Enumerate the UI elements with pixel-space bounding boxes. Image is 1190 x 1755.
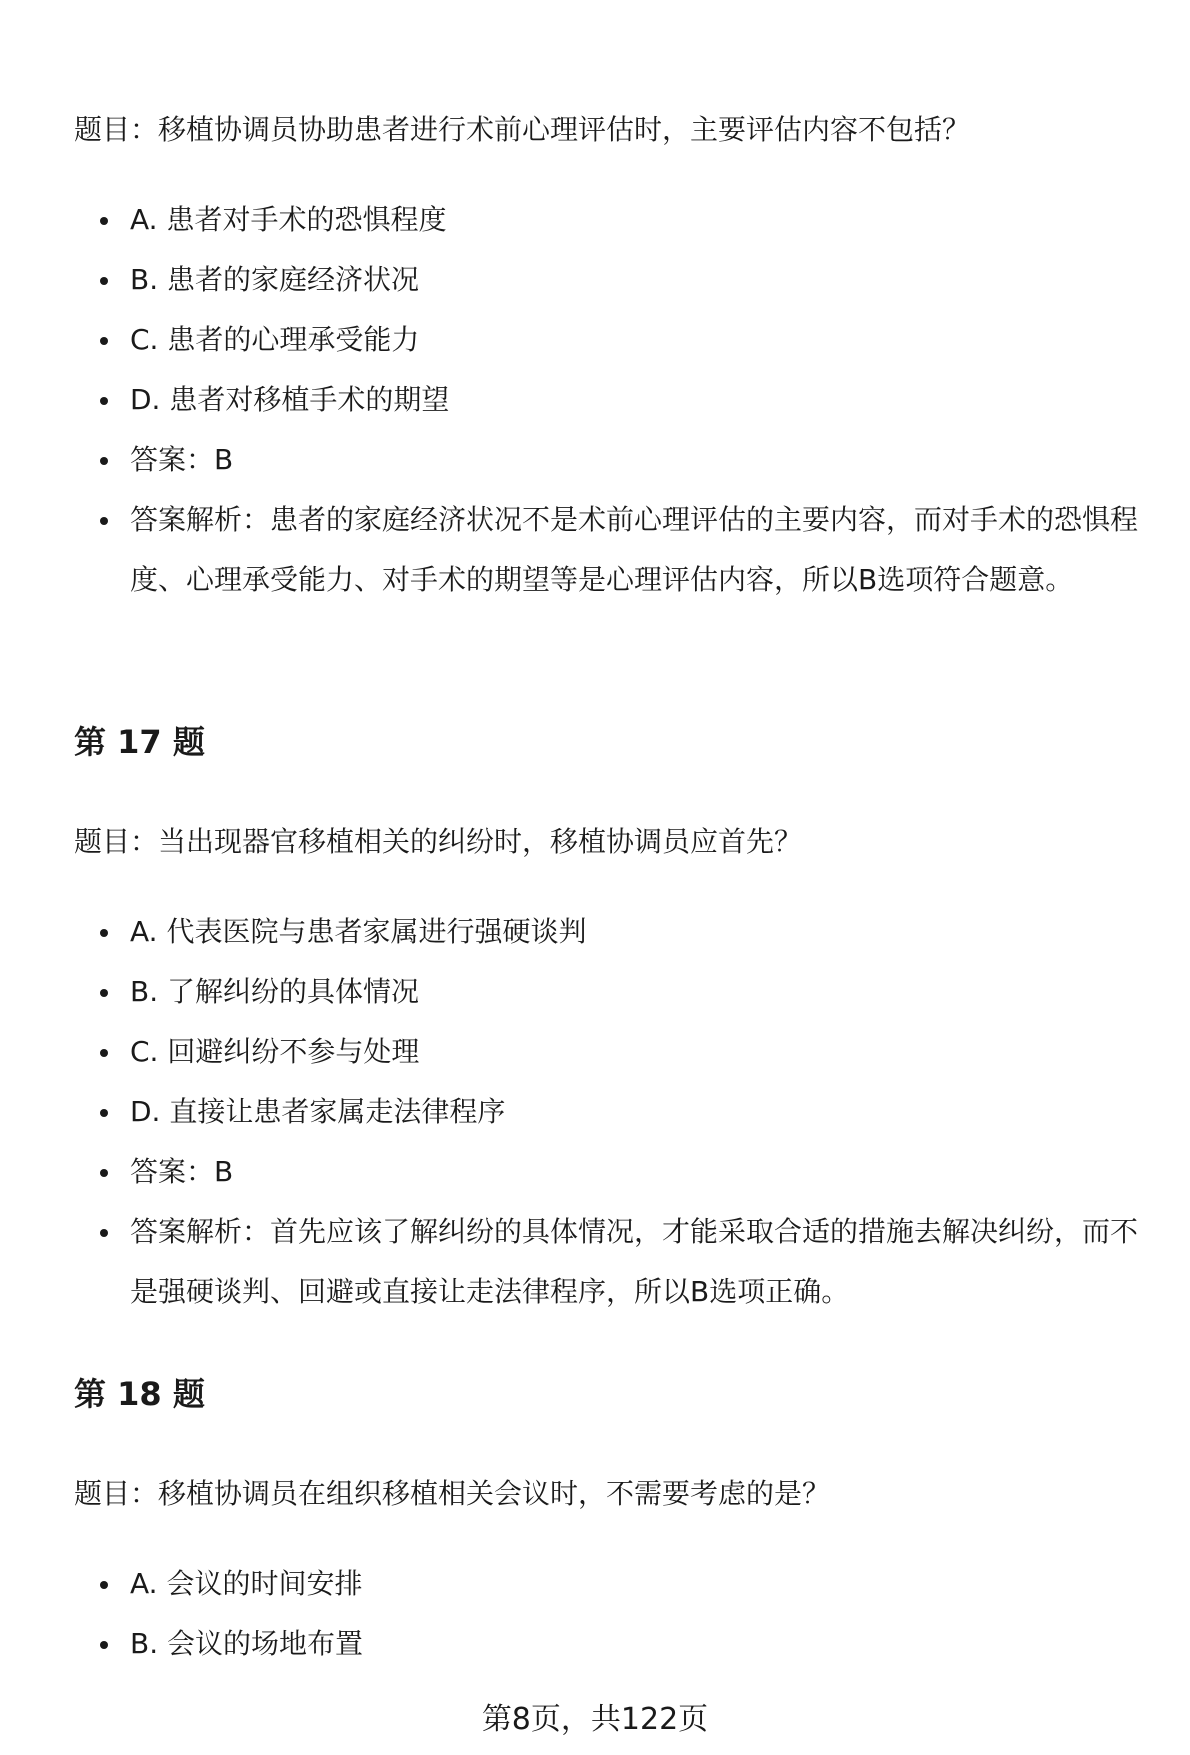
q18-option-a: A. 会议的时间安排 <box>74 1554 1154 1614</box>
q16-options-list <box>74 190 1154 610</box>
q17-option-a: A. 代表医院与患者家属进行强硬谈判 <box>74 902 1154 962</box>
q17-option-b: B. 了解纠纷的具体情况 <box>74 962 1154 1022</box>
q17-explanation: 答案解析：首先应该了解纠纷的具体情况，才能采取合适的措施去解决纠纷，而不是强硬谈判、回避或直接让走法律程序，所以B选项正确。 <box>74 1202 1154 1322</box>
q16-answer: 答案：B <box>74 430 1154 490</box>
q17-options-list <box>74 902 1154 1322</box>
page-number-footer: 第8页，共122页 <box>481 1702 709 1737</box>
q16-option-a: A. 患者对手术的恐惧程度 <box>74 190 1154 250</box>
bullet-icon <box>100 217 108 225</box>
bullet-icon <box>100 1641 108 1649</box>
q17-option-c: C. 回避纠纷不参与处理 <box>74 1022 1154 1082</box>
bullet-icon <box>100 1581 108 1589</box>
q17-option-d: D. 直接让患者家属走法律程序 <box>74 1082 1154 1142</box>
bullet-icon <box>100 277 108 285</box>
q16-option-b: B. 患者的家庭经济状况 <box>74 250 1154 310</box>
bullet-icon <box>100 1049 108 1057</box>
bullet-icon <box>100 397 108 405</box>
q16-option-c: C. 患者的心理承受能力 <box>74 310 1154 370</box>
bullet-icon <box>100 1229 108 1237</box>
bullet-icon <box>100 989 108 997</box>
bullet-icon <box>100 337 108 345</box>
q18-question: 题目：移植协调员在组织移植相关会议时，不需要考虑的是？ <box>74 1477 831 1510</box>
q16-explanation: 答案解析：患者的家庭经济状况不是术前心理评估的主要内容，而对手术的恐惧程度、心理承受能力、对手术的期望等是心理评估内容，所以B选项符合题意。 <box>74 490 1154 610</box>
q18-options-list <box>74 1554 1154 1674</box>
bullet-icon <box>100 929 108 937</box>
bullet-icon <box>100 457 108 465</box>
q16-question: 题目：移植协调员协助患者进行术前心理评估时，主要评估内容不包括？ <box>74 113 971 146</box>
q17-answer: 答案：B <box>74 1142 1154 1202</box>
q16-option-d: D. 患者对移植手术的期望 <box>74 370 1154 430</box>
bullet-icon <box>100 1109 108 1117</box>
q17-question: 题目：当出现器官移植相关的纠纷时，移植协调员应首先？ <box>74 825 803 858</box>
bullet-icon <box>100 1169 108 1177</box>
bullet-icon <box>100 517 108 525</box>
q18-option-b: B. 会议的场地布置 <box>74 1614 1154 1674</box>
q17-heading: 第 17 题 <box>74 723 205 761</box>
q18-heading: 第 18 题 <box>74 1375 205 1413</box>
